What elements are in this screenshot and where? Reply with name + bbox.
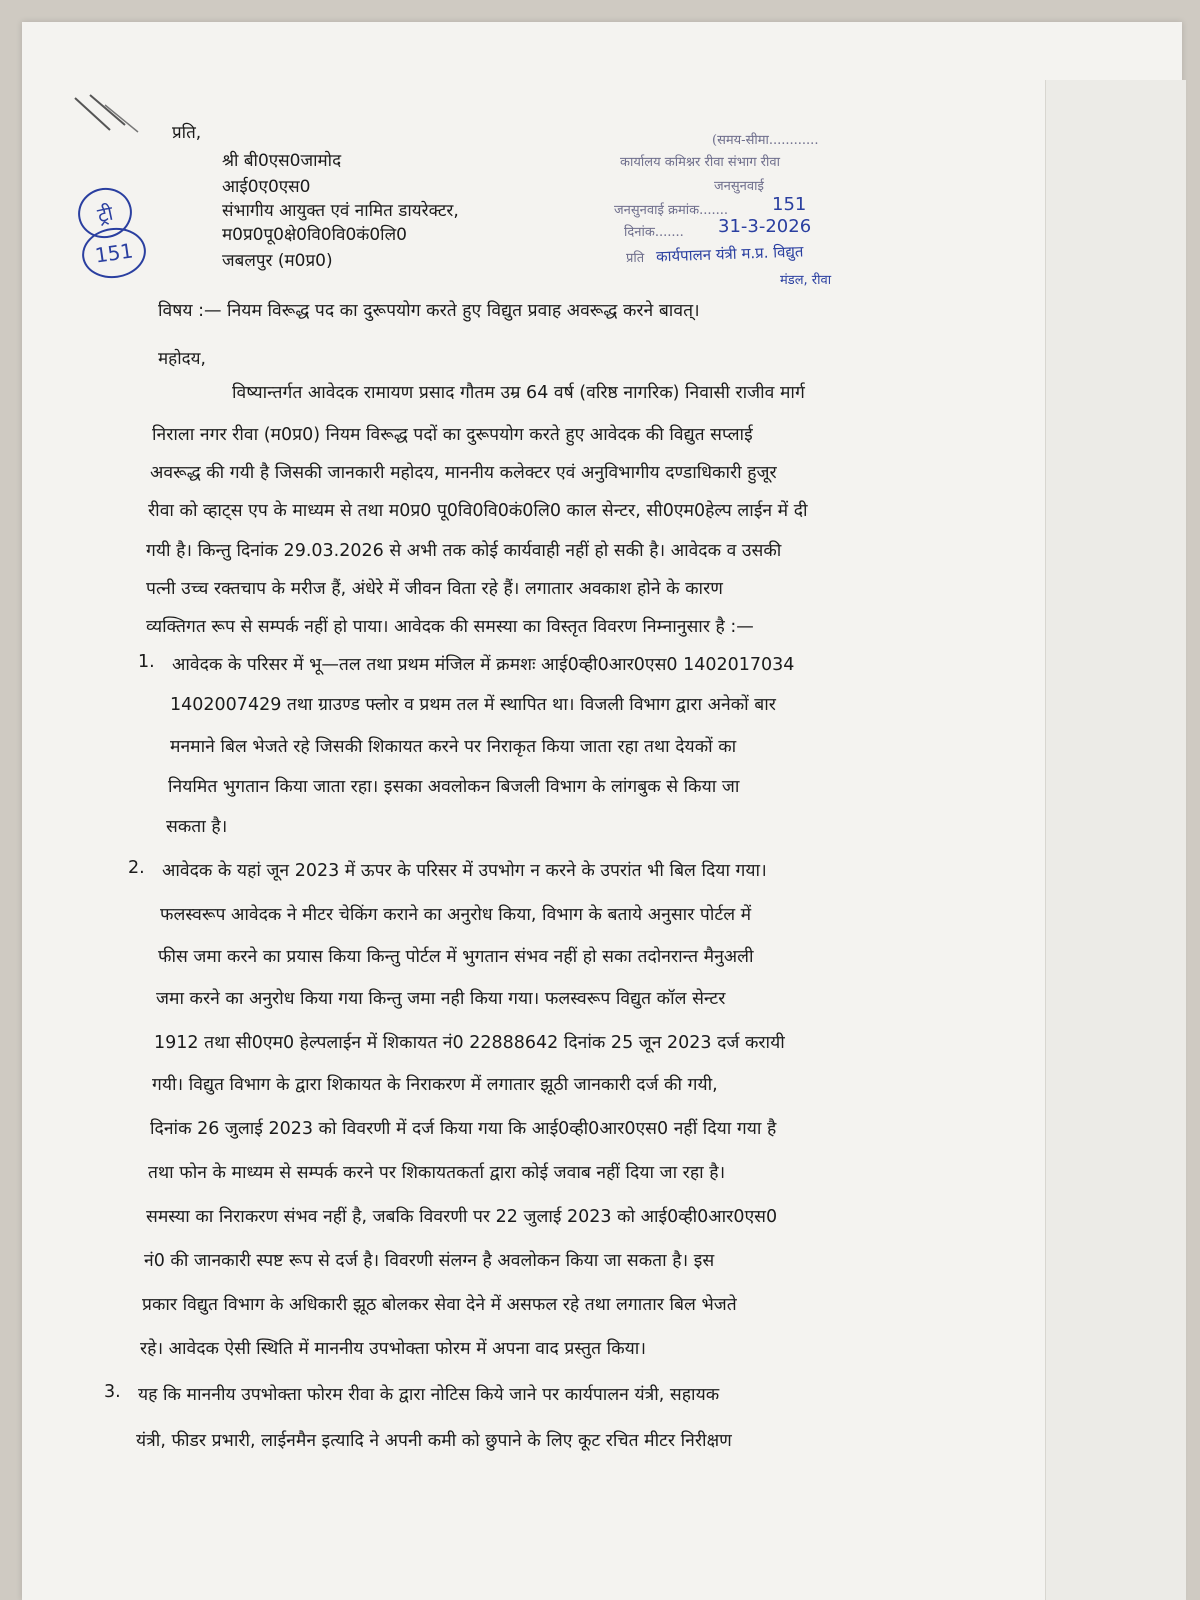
intro-line-5: गयी है। किन्तु दिनांक 29.03.2026 से अभी तक कोई कार्यवाही नहीं हो सकी है। आवेदक व उसकी (146, 541, 782, 561)
point-2-line-8: तथा फोन के माध्यम से सम्पर्क करने पर शिकायतकर्ता द्वारा कोई जवाब नहीं दिया जा रहा है। (148, 1163, 726, 1183)
intro-line-4: रीवा को व्हाट्स एप के माध्यम से तथा म0प्र0 पू0वि0वि0कं0लि0 काल सेन्टर, सी0एम0हेल्प लाईन में दी (148, 501, 808, 521)
point-2-line-11: प्रकार विद्युत विभाग के अधिकारी झूठ बोलकर सेवा देने में असफल रहे तथा लगातार बिल भेजते (142, 1295, 737, 1315)
point-2-line-9: समस्या का निराकरण संभव नहीं है, जबकि विवरणी पर 22 जुलाई 2023 को आई0व्ही0आर0एस0 (146, 1207, 778, 1227)
point-2-line-12: रहे। आवेदक ऐसी स्थिति में माननीय उपभोक्ता फोरम में अपना वाद प्रस्तुत किया। (140, 1339, 646, 1359)
intro-line-2: निराला नगर रीवा (म0प्र0) नियम विरूद्ध पदों का दुरूपयोग करते हुए आवेदक की विद्युत सप्लाई (152, 425, 753, 445)
subject-line: विषय :— नियम विरूद्ध पद का दुरूपयोग करते हुए विद्युत प्रवाह अवरूद्ध करने बावत्। (158, 301, 700, 321)
stamp-forward-to: कार्यपालन यंत्री म.प्र. विद्युत (655, 242, 804, 266)
paper-stack-edge (1045, 80, 1186, 1600)
addressee-line-3: संभागीय आयुक्त एवं नामित डायरेक्टर, (222, 201, 459, 221)
point-2-line-10: नं0 की जानकारी स्पष्ट रूप से दर्ज है। विवरणी संलग्न है अवलोकन किया जा सकता है। इस (144, 1251, 715, 1271)
stamp-date-label: दिनांक....... (624, 225, 684, 240)
stamp-serial-label: जनसुनवाई क्रमांक....... (614, 203, 729, 218)
intro-line-7: व्यक्तिगत रूप से सम्पर्क नहीं हो पाया। आवेदक की समस्या का विस्तृत विवरण निम्नानुसार है :— (146, 617, 754, 637)
point-2-line-5: 1912 तथा सी0एम0 हेल्पलाईन में शिकायत नं0 22888642 दिनांक 25 जून 2023 दर्ज करायी (154, 1033, 785, 1053)
point-2-line-4: जमा करने का अनुरोध किया गया किन्तु जमा नही किया गया। फलस्वरूप विद्युत कॉल सेन्टर (156, 989, 726, 1009)
addressee-line-2: आई0ए0एस0 (222, 177, 311, 197)
point-1-line-4: नियमित भुगतान किया जाता रहा। इसका अवलोकन बिजली विभाग के लांगबुक से किया जा (168, 777, 740, 797)
stamp-date-value: 31-3-2026 (718, 216, 812, 237)
point-2-line-1: आवेदक के यहां जून 2023 में ऊपर के परिसर में उपभोग न करने के उपरांत भी बिल दिया गया। (162, 861, 767, 881)
intro-line-3: अवरूद्ध की गयी है जिसकी जानकारी महोदय, माननीय कलेक्टर एवं अनुविभागीय दण्डाधिकारी हुजूर (150, 463, 777, 483)
addressee-prefix: प्रति, (172, 123, 202, 143)
circled-initial-mark: ट्री (73, 183, 136, 243)
point-3-number: 3. (104, 1382, 121, 1402)
point-1-line-3: मनमाने बिल भेजते रहे जिसकी शिकायत करने पर निराकृत किया जाता रहा तथा देयकों का (170, 737, 737, 757)
stamp-forward-prefix: प्रति (626, 251, 645, 266)
pen-tick-marks (70, 90, 150, 150)
intro-line-6: पत्नी उच्च रक्तचाप के मरीज हैं, अंधेरे में जीवन विता रहे हैं। लगातार अवकाश होने के कारण (146, 579, 723, 599)
point-2-line-7: दिनांक 26 जुलाई 2023 को विवरणी में दर्ज किया गया कि आई0व्ही0आर0एस0 नहीं दिया गया है (150, 1119, 777, 1139)
point-2-number: 2. (128, 858, 145, 878)
addressee-line-5: जबलपुर (म0प्र0) (222, 251, 333, 271)
salutation: महोदय, (158, 349, 206, 369)
point-1-line-5: सकता है। (166, 817, 228, 837)
intro-line-1: विष्यान्तर्गत आवेदक रामायण प्रसाद गौतम उम्र 64 वर्ष (वरिष्ठ नागरिक) निवासी राजीव मार्ग (232, 383, 805, 403)
point-1-line-2: 1402007429 तथा ग्राउण्ड फ्लोर व प्रथम तल में स्थापित था। विजली विभाग द्वारा अनेकों बार (170, 695, 776, 715)
addressee-line-1: श्री बी0एस0जामोद (222, 151, 342, 171)
addressee-line-4: म0प्र0पू0क्षे0वि0वि0कं0लि0 (222, 225, 407, 245)
point-2-line-3: फीस जमा करने का प्रयास किया किन्तु पोर्टल में भुगतान संभव नहीं हो सका तदोनरान्त मैनुअली (158, 947, 754, 967)
point-1-line-1: आवेदक के परिसर में भू—तल तथा प्रथम मंजिल में क्रमशः आई0व्ही0आर0एस0 1402017034 (172, 655, 795, 675)
point-2-line-2: फलस्वरूप आवेदक ने मीटर चेकिंग कराने का अनुरोध किया, विभाग के बताये अनुसार पोर्टल में (160, 905, 752, 925)
stamp-line-1: (समय-सीमा............ (712, 133, 819, 148)
stamp-forward-to-2: मंडल, रीवा (780, 273, 832, 288)
point-3-line-1: यह कि माननीय उपभोक्ता फोरम रीवा के द्वारा नोटिस किये जाने पर कार्यपालन यंत्री, सहायक (138, 1385, 720, 1405)
stamp-line-3: जनसुनवाई (714, 179, 764, 194)
circled-number-mark: 151 (79, 224, 149, 282)
point-3-line-2: यंत्री, फीडर प्रभारी, लाईनमैन इत्यादि ने अपनी कमी को छुपाने के लिए कूट रचित मीटर निरीक्षण (136, 1431, 732, 1451)
stamp-serial-value: 151 (772, 194, 807, 215)
point-2-line-6: गयी। विद्युत विभाग के द्वारा शिकायत के निराकरण में लगातार झूठी जानकारी दर्ज की गयी, (152, 1075, 718, 1095)
point-1-number: 1. (138, 652, 155, 672)
stamp-office-name: कार्यालय कमिश्नर रीवा संभाग रीवा (620, 155, 780, 170)
document-page (22, 22, 1182, 1600)
